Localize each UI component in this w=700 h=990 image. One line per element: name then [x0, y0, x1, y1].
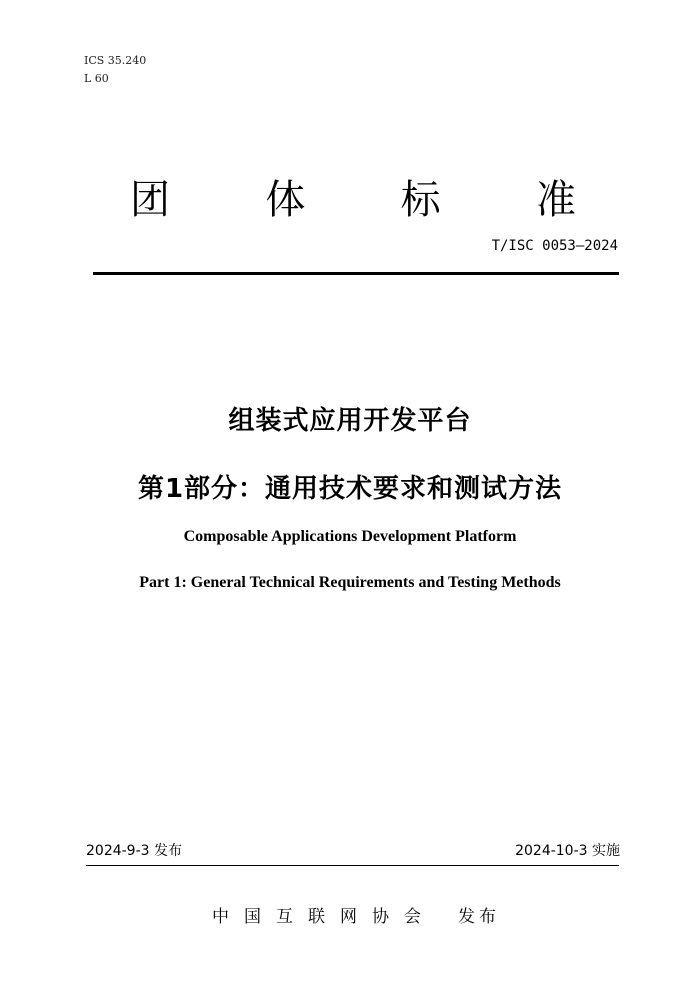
chinese-title-line-1: 组装式应用开发平台 — [228, 406, 472, 436]
bottom-divider — [86, 865, 619, 866]
publisher-organization: 中国互联网协会 — [212, 907, 436, 927]
heading-char: 团 — [130, 177, 170, 223]
top-divider — [93, 272, 619, 275]
english-title-line-1: Composable Applications Development Platform — [183, 528, 517, 545]
heading-char: 标 — [400, 177, 441, 223]
standard-number: T/ISC 0053—2024 — [491, 238, 618, 254]
heading-char: 准 — [535, 177, 576, 223]
issue-date: 2024-9-3 发布 — [86, 843, 182, 859]
document-type-heading — [128, 168, 578, 225]
english-title-line-2: Part 1: General Technical Requirements and Testing Methods — [139, 574, 561, 591]
ccs-code: L 60 — [84, 72, 109, 85]
heading-char: 体 — [265, 177, 306, 223]
publisher-line — [212, 902, 500, 927]
chinese-title-line-2: 第1部分：通用技术要求和测试方法 — [137, 474, 563, 504]
ics-code: ICS 35.240 — [84, 54, 147, 67]
classification-block — [84, 52, 146, 88]
publish-label: 发布 — [458, 907, 500, 927]
implementation-date: 2024-10-3 实施 — [515, 843, 620, 859]
